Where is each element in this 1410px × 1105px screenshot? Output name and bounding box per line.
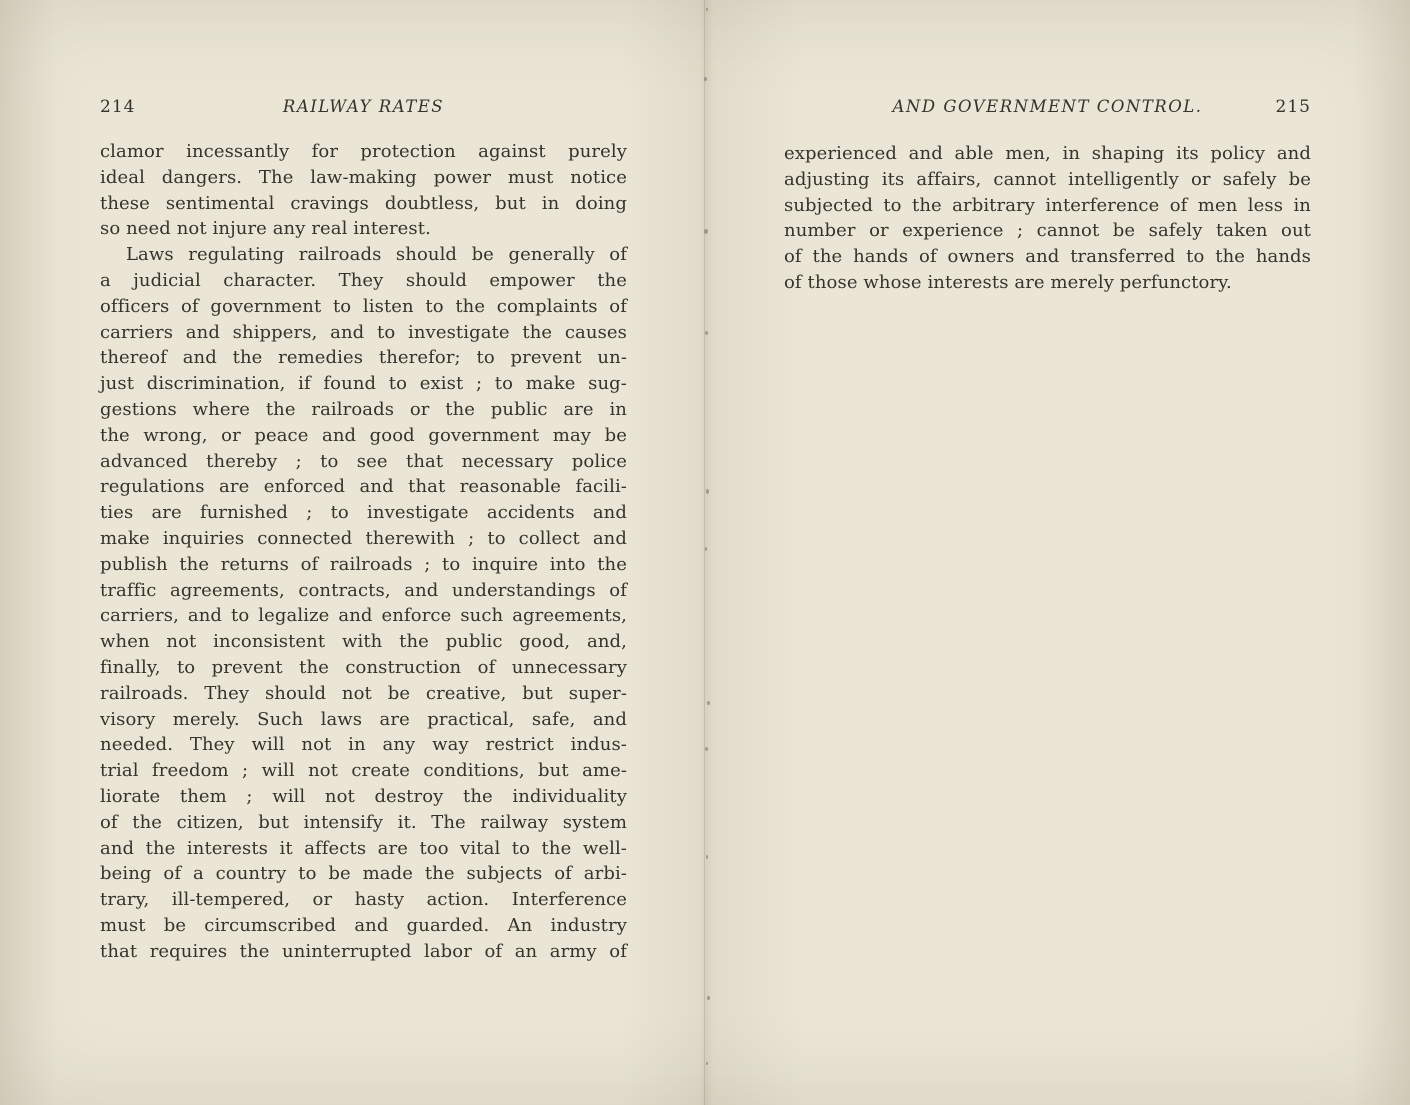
text-line: thereof and the remedies therefor; to prevent un- [100,347,627,369]
left-page-header [100,96,627,118]
text-line: regulations are enforced and that reasonable facili- [100,476,627,498]
text-line: experienced and able men, in shaping its policy and [784,143,1311,164]
text-line: being of a country to be made the subjects of arbi- [100,863,627,885]
text-line: the wrong, or peace and good government may be [100,424,627,446]
text-line: adjusting its affairs, cannot intelligently or safely be [784,168,1311,190]
text-line: of the hands of owners and transferred to the hands [784,246,1311,268]
binding-speck [706,8,708,11]
text-line: officers of government to listen to the complaints of [100,295,627,317]
text-line: Laws regulating railroads should be generally of [126,244,627,266]
text-line: number or experience ; cannot be safely taken out [784,220,1311,242]
text-line: must be circumscribed and guarded. An industry [100,914,627,936]
text-line: trary, ill-tempered, or hasty action. Interference [100,889,627,911]
left-page-number: 214 [100,97,136,117]
text-line: gestions where the railroads or the public are in [100,398,627,420]
right-page-body [784,141,1311,296]
right-page-number: 215 [1275,97,1311,117]
left-running-head: RAILWAY RATES [282,97,445,116]
binding-speck [705,331,708,335]
binding-speck [705,547,707,551]
text-line: ties are furnished ; to investigate accidents and [100,502,627,524]
binding-speck [707,701,710,705]
binding-speck [706,1062,708,1065]
text-line: needed. They will not in any way restrict indus- [100,734,627,756]
text-line: when not inconsistent with the public good, and, [100,631,627,653]
binding-speck [704,77,707,81]
binding-speck [704,229,708,234]
text-line: traffic agreements, contracts, and understandings of [100,579,627,601]
text-line: so need not injure any real interest. [100,218,431,240]
text-line: of those whose interests are merely perfunctory. [784,271,1232,293]
binding-speck [707,996,710,1000]
text-line: trial freedom ; will not create conditions, but ame- [100,760,627,782]
text-line: railroads. They should not be creative, but super- [100,682,627,704]
text-line: publish the returns of railroads ; to inquire into the [100,553,627,575]
binding-speck [705,747,708,751]
text-line: liorate them ; will not destroy the individuality [100,785,627,807]
text-line: just discrimination, if found to exist ; to make sug- [100,373,627,395]
text-line: that requires the uninterrupted labor of an army of [100,940,627,962]
text-line: advanced thereby ; to see that necessary police [100,450,627,472]
text-line: of the citizen, but intensify it. The railway system [100,811,627,833]
text-line: ideal dangers. The law-making power must notice [100,166,627,188]
text-line: and the interests it affects are too vital to the well- [100,837,627,859]
left-page-body [100,139,627,965]
page-gutter-crease [704,0,705,1105]
text-line: visory merely. Such laws are practical, safe, and [100,708,627,730]
text-line: finally, to prevent the construction of unnecessary [100,656,627,678]
text-line: carriers, and to legalize and enforce such agreements, [100,605,627,627]
text-line: subjected to the arbitrary interference of men less in [784,194,1311,216]
text-line: carriers and shippers, and to investigate the causes [100,321,627,343]
binding-speck [706,489,709,494]
text-line: clamor incessantly for protection against purely [100,141,627,162]
right-page-header [784,96,1311,118]
text-line: a judicial character. They should empower the [100,269,627,291]
text-line: these sentimental cravings doubtless, but in doing [100,192,627,214]
binding-speck [706,855,708,859]
right-running-head: AND GOVERNMENT CONTROL. [892,97,1203,116]
text-line: make inquiries connected therewith ; to collect and [100,527,627,549]
